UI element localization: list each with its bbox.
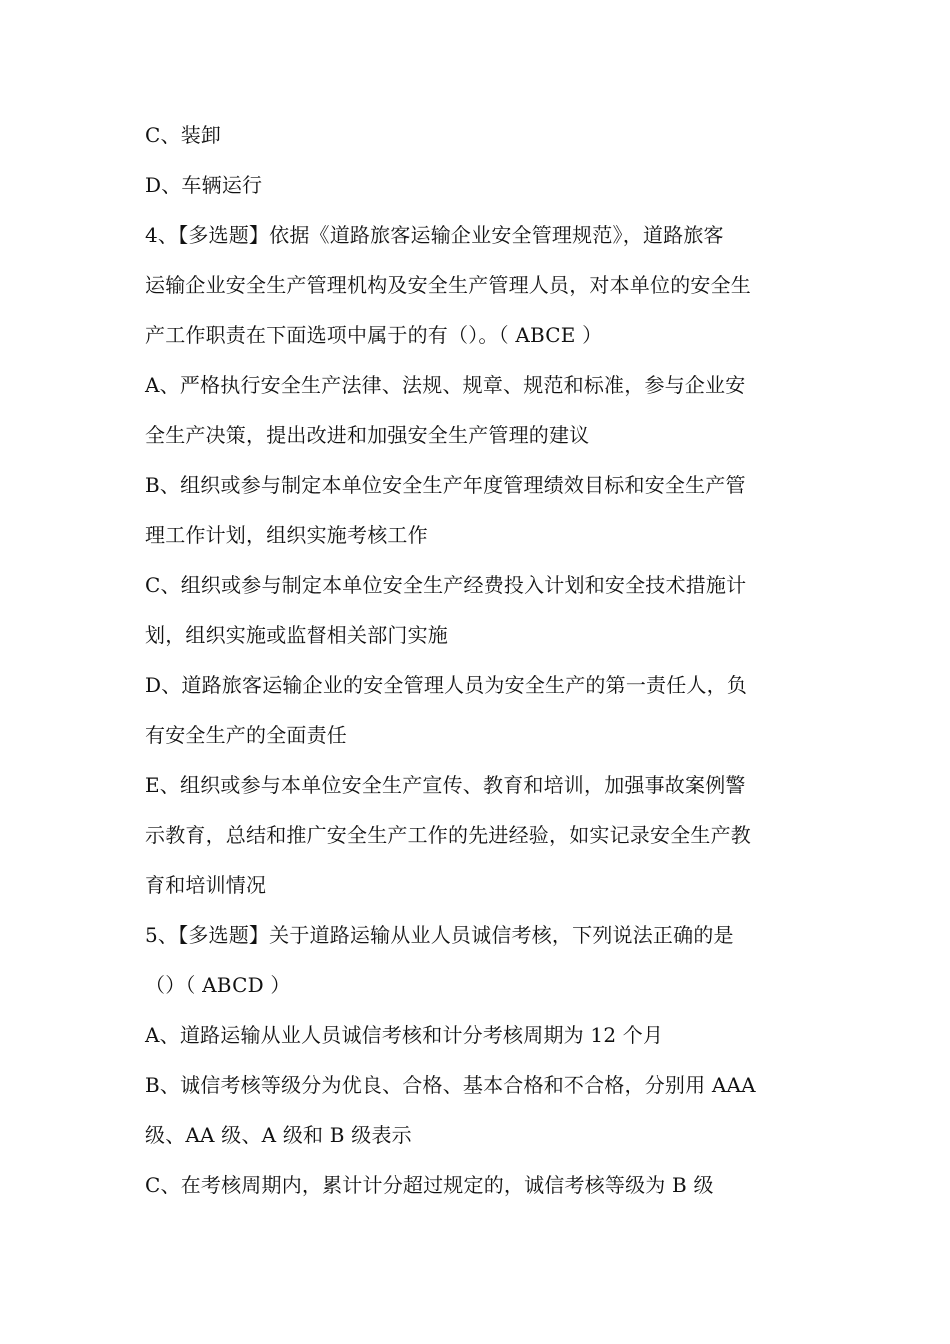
q5-option-c-line: C、在考核周期内，累计计分超过规定的，诚信考核等级为 B 级 [145, 1173, 714, 1197]
q5-option-b-line-2: 级、AA 级、A 级和 B 级表示 [145, 1123, 412, 1147]
option-d-line: D、车辆运行 [145, 173, 263, 197]
option-c-line: C、装卸 [145, 123, 222, 147]
question-4-line-3: 产工作职责在下面选项中属于的有（）。（ ABCE ） [145, 323, 603, 347]
q4-option-a-line-2: 全生产决策，提出改进和加强安全生产管理的建议 [145, 423, 590, 447]
q4-option-b-line-2: 理工作计划，组织实施考核工作 [145, 523, 428, 547]
question-4-line-1: 4、【多选题】依据《道路旅客运输企业安全管理规范》，道路旅客 [145, 223, 724, 247]
q4-option-e-line-3: 育和培训情况 [145, 873, 267, 897]
q5-option-a-line: A、道路运输从业人员诚信考核和计分考核周期为 12 个月 [145, 1023, 664, 1047]
question-4-line-2: 运输企业安全生产管理机构及安全生产管理人员，对本单位的安全生 [145, 273, 751, 297]
document-body [145, 110, 815, 1210]
q5-option-b-line-1: B、诚信考核等级分为优良、合格、基本合格和不合格，分别用 AAA [145, 1073, 756, 1097]
q4-option-e-line-2: 示教育，总结和推广安全生产工作的先进经验，如实记录安全生产教 [145, 823, 751, 847]
q4-option-c-line-1: C、组织或参与制定本单位安全生产经费投入计划和安全技术措施计 [145, 573, 747, 597]
q4-option-d-line-1: D、道路旅客运输企业的安全管理人员为安全生产的第一责任人，负 [145, 673, 748, 697]
question-5-line-2: （）（ ABCD ） [145, 973, 291, 997]
question-5-line-1: 5、【多选题】关于道路运输从业人员诚信考核，下列说法正确的是 [145, 923, 734, 947]
q4-option-a-line-1: A、严格执行安全生产法律、法规、规章、规范和标准，参与企业安 [145, 373, 746, 397]
q4-option-b-line-1: B、组织或参与制定本单位安全生产年度管理绩效目标和安全生产管 [145, 473, 746, 497]
q4-option-c-line-2: 划，组织实施或监督相关部门实施 [145, 623, 448, 647]
q4-option-d-line-2: 有安全生产的全面责任 [145, 723, 347, 747]
q4-option-e-line-1: E、组织或参与本单位安全生产宣传、教育和培训，加强事故案例警 [145, 773, 746, 797]
